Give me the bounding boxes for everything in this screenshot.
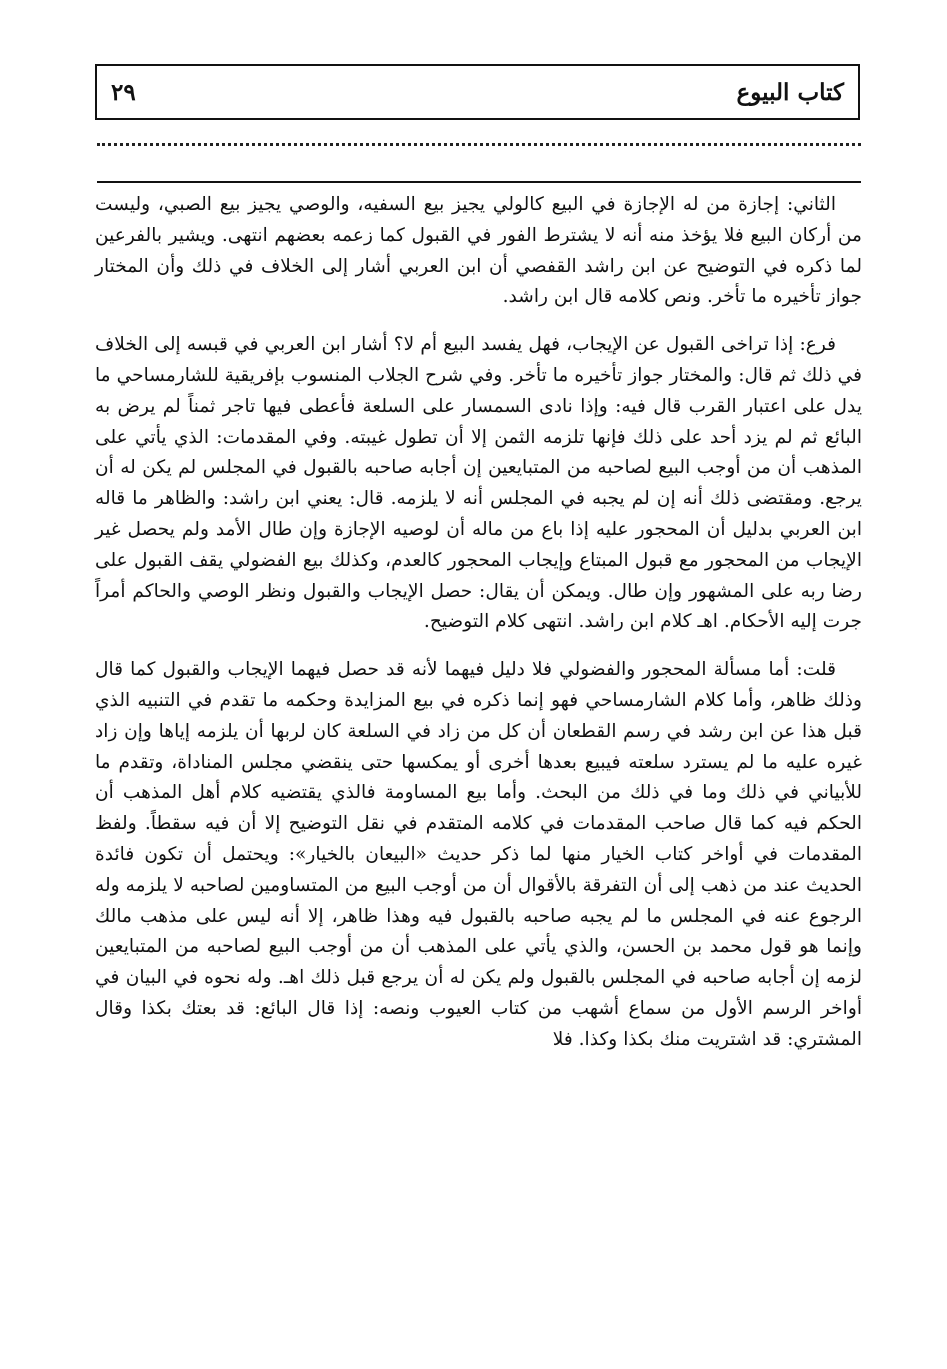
page-body: [95, 190, 862, 1056]
running-header: [95, 64, 860, 120]
book-title: كتاب البيوع: [736, 78, 844, 106]
dotted-divider: [97, 143, 861, 146]
paragraph-1: الثاني: إجازة من له الإجازة في البيع كالولي يجيز بيع السفيه، والوصي يجيز بيع الصبي، وليست من أركان البيع فلا يؤخذ منه أنه لا يشترط الفور في القبول كما زعمه بعضهم انتهى. ويشير بالفرعين لما ذكره في التوضيح عن ابن راشد القفصي أن ابن العربي أشار إلى الخلاف في ذلك وأن المختار جواز تأخيره ما تأخر. ونص كلامه قال ابن راشد.: [95, 194, 862, 308]
paragraph-2: فرع: إذا تراخى القبول عن الإيجاب، فهل يفسد البيع أم لا؟ أشار ابن العربي في قبسه إلى الخلاف في ذلك ثم قال: والمختار جواز تأخيره ما تأخر. وفي شرح الجلاب المنسوب بإفريقية للشارمساحي ما يدل على اعتبار القرب قال فيه: وإذا نادى السمسار على السلعة فأعطى فيها تاجر ثمناً لم يرض به البائع ثم لم يزد أحد على ذلك فإنها تلزمه الثمن إلا أن تطول غيبته. وفي المقدمات: الذي يأتي على المذهب أن من أوجب البيع لصاحبه من المتبايعين إن أجابه صاحبه بالقبول في المجلس لم يكن له أن يرجع. ومقتضى ذلك أنه إن لم يجبه في المجلس أنه لا يلزمه. قال: يعني ابن راشد: والظاهر ما قاله ابن العربي بدليل أن المحجور عليه إذا باع من ماله أن لوصيه الإجازة وإن طال الأمد ولم يحصل غير الإيجاب من المحجور مع قبول المبتاع وإيجاب المحجور كالعدم، وكذلك بيع الفضولي يقف القبول على رضا ربه على المشهور وإن طال. ويمكن أن يقال: حصل الإيجاب والقبول ونظر الوصي والحاكم أمراً جرت إليه الأحكام. اهـ كلام ابن راشد. انتهى كلام التوضيح.: [95, 334, 862, 633]
solid-divider: [97, 181, 861, 183]
page-number: ٢٩: [111, 78, 136, 106]
paragraph-3: قلت: أما مسألة المحجور والفضولي فلا دليل فيهما لأنه قد حصل فيهما الإيجاب والقبول كما قال وذلك ظاهر، وأما كلام الشارمساحي فهو إنما ذكره في بيع المزايدة وحكمه ما تقدم في التنبيه الذي قبل هذا عن ابن رشد في رسم القطعان أن كل من زاد في السلعة كان لربها أن يلزمه إياها وإن زاد غيره عليه ما لم يسترد سلعته فيبيع بعدها أخرى أو يمكسها حتى ينقضي مجلس المناداة، وتقدم ما للأبياني في ذلك وما في ذلك من البحث. وأما بيع المساومة فالذي يقتضيه كلام أهل المذهب أن الحكم فيه كما قال صاحب المقدمات في كلامه المتقدم في نقل التوضيح إلا أن فيه سقطاً. ولفظ المقدمات في أواخر كتاب الخيار منها لما ذكر حديث «البيعان بالخيار»: ويحتمل أن تكون فائدة الحديث عند من ذهب إلى أن التفرقة بالأقوال أن من أوجب البيع من المتساومين لصاحبه لا يلزمه وله الرجوع عنه في المجلس ما لم يجبه صاحبه بالقبول فيه وهذا ظاهر، إلا أنه ليس على مذهب مالك وإنما هو قول محمد بن الحسن، والذي يأتي على المذهب أن من أوجب البيع لصاحبه من المتبايعين لزمه إن أجابه صاحبه في المجلس بالقبول ولم يكن له أن يرجع قبل ذلك اهـ. وله نحوه في البيان في أواخر الرسم الأول من سماع أشهب من كتاب العيوب ونصه: إذا قال البائع: قد بعتك بكذا وقال المشتري: قد اشتريت منك بكذا وكذا. فلا: [95, 659, 862, 1050]
